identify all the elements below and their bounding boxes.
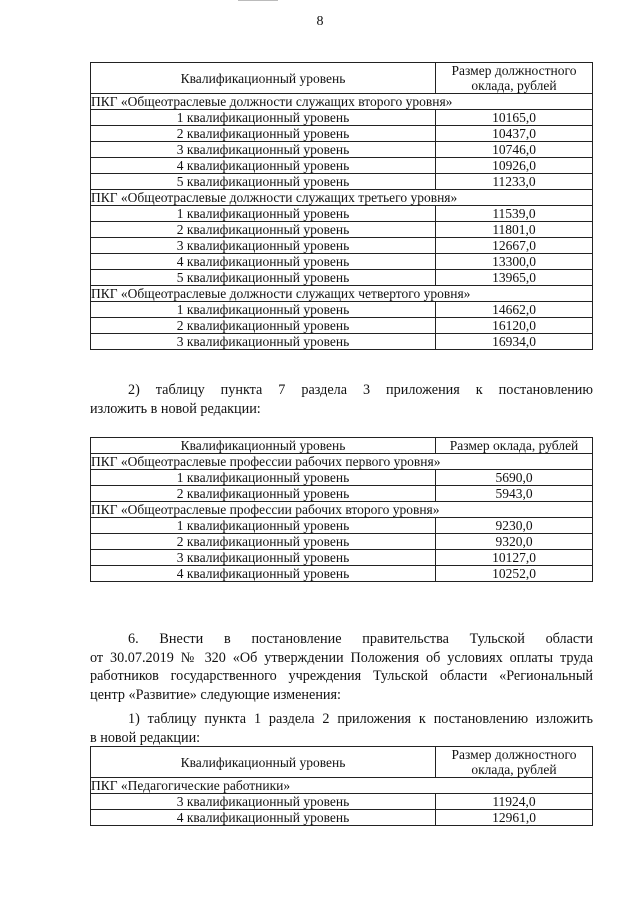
amount-cell: 10127,0 [436, 550, 593, 566]
column-header-level: Квалификационный уровень [91, 63, 436, 94]
amount-cell: 10165,0 [436, 110, 593, 126]
level-cell: 4 квалификационный уровень [91, 810, 436, 826]
level-cell: 2 квалификационный уровень [91, 534, 436, 550]
table-row [91, 566, 593, 582]
group-row [91, 454, 593, 470]
amount-cell: 13300,0 [436, 254, 593, 270]
salary-table-2 [90, 437, 593, 582]
group-row [91, 778, 593, 794]
level-cell: 1 квалификационный уровень [91, 518, 436, 534]
amount-cell: 9320,0 [436, 534, 593, 550]
paragraph-line: центр «Развитие» следующие изменения: [90, 686, 341, 703]
level-cell: 5 квалификационный уровень [91, 270, 436, 286]
table-row [91, 174, 593, 190]
group-name: ПКГ «Педагогические работники» [91, 778, 593, 794]
table-row [91, 794, 593, 810]
group-row [91, 94, 593, 110]
amount-cell: 10252,0 [436, 566, 593, 582]
table-row [91, 110, 593, 126]
paragraph-line: 6. Внести в постановление правительства Тульской области [128, 631, 593, 647]
level-cell: 1 квалификационный уровень [91, 470, 436, 486]
table-header-row [91, 747, 593, 778]
group-name: ПКГ «Общеотраслевые должности служащих второго уровня» [91, 94, 593, 110]
amount-cell: 11233,0 [436, 174, 593, 190]
table-row [91, 206, 593, 222]
amount-cell: 11924,0 [436, 794, 593, 810]
column-header-level: Квалификационный уровень [91, 438, 436, 454]
group-row [91, 502, 593, 518]
table-row [91, 302, 593, 318]
amount-cell: 9230,0 [436, 518, 593, 534]
paragraph-line: от 30.07.2019 № 320 «Об утверждении Положения об условиях оплаты труда [90, 649, 593, 666]
level-cell: 2 квалификационный уровень [91, 222, 436, 238]
amount-cell: 10437,0 [436, 126, 593, 142]
table-row [91, 318, 593, 334]
paragraph-line: работников государственного учреждения Тульской области «Региональный [90, 668, 593, 684]
table-row [91, 238, 593, 254]
paragraph-line: изложить в новой редакции: [90, 400, 261, 417]
paragraph-line: в новой редакции: [90, 729, 201, 746]
amount-cell: 11801,0 [436, 222, 593, 238]
level-cell: 2 квалификационный уровень [91, 486, 436, 502]
salary-table-1 [90, 62, 593, 350]
column-header-level: Квалификационный уровень [91, 747, 436, 778]
table-row [91, 550, 593, 566]
level-cell: 3 квалификационный уровень [91, 334, 436, 350]
table-row [91, 126, 593, 142]
level-cell: 5 квалификационный уровень [91, 174, 436, 190]
amount-cell: 14662,0 [436, 302, 593, 318]
level-cell: 4 квалификационный уровень [91, 158, 436, 174]
column-header-salary: Размер оклада, рублей [436, 438, 593, 454]
level-cell: 1 квалификационный уровень [91, 302, 436, 318]
page-number: 8 [316, 14, 324, 29]
table-row [91, 270, 593, 286]
group-name: ПКГ «Общеотраслевые должности служащих третьего уровня» [91, 190, 593, 206]
table-row [91, 518, 593, 534]
column-header-salary: Размер должностного оклада, рублей [436, 63, 593, 94]
paragraph-subitem-1 [90, 710, 593, 747]
amount-cell: 12667,0 [436, 238, 593, 254]
table-row [91, 142, 593, 158]
column-header-salary: Размер должностного оклада, рублей [436, 747, 593, 778]
paragraph-item-2 [90, 381, 593, 418]
group-row [91, 286, 593, 302]
table-row [91, 486, 593, 502]
amount-cell: 16934,0 [436, 334, 593, 350]
level-cell: 4 квалификационный уровень [91, 254, 436, 270]
level-cell: 3 квалификационный уровень [91, 238, 436, 254]
level-cell: 3 квалификационный уровень [91, 550, 436, 566]
table-header-row [91, 63, 593, 94]
group-name: ПКГ «Общеотраслевые профессии рабочих первого уровня» [91, 454, 593, 470]
amount-cell: 16120,0 [436, 318, 593, 334]
table-row [91, 158, 593, 174]
level-cell: 2 квалификационный уровень [91, 126, 436, 142]
group-name: ПКГ «Общеотраслевые должности служащих четвертого уровня» [91, 286, 593, 302]
level-cell: 3 квалификационный уровень [91, 142, 436, 158]
level-cell: 4 квалификационный уровень [91, 566, 436, 582]
amount-cell: 5943,0 [436, 486, 593, 502]
paragraph-line: 2) таблицу пункта 7 раздела 3 приложения к постановлению [128, 382, 593, 398]
level-cell: 3 квалификационный уровень [91, 794, 436, 810]
table-row [91, 254, 593, 270]
amount-cell: 10926,0 [436, 158, 593, 174]
amount-cell: 10746,0 [436, 142, 593, 158]
salary-table-3 [90, 746, 593, 826]
table-header-row [91, 438, 593, 454]
amount-cell: 12961,0 [436, 810, 593, 826]
paragraph-line: 1) таблицу пункта 1 раздела 2 приложения к постановлению изложить [128, 711, 593, 727]
top-edge-mark [238, 0, 278, 1]
group-row [91, 190, 593, 206]
table-row [91, 334, 593, 350]
level-cell: 1 квалификационный уровень [91, 110, 436, 126]
table-row [91, 810, 593, 826]
group-name: ПКГ «Общеотраслевые профессии рабочих второго уровня» [91, 502, 593, 518]
amount-cell: 5690,0 [436, 470, 593, 486]
level-cell: 2 квалификационный уровень [91, 318, 436, 334]
amount-cell: 13965,0 [436, 270, 593, 286]
table-row [91, 470, 593, 486]
amount-cell: 11539,0 [436, 206, 593, 222]
paragraph-item-6 [90, 630, 593, 704]
level-cell: 1 квалификационный уровень [91, 206, 436, 222]
table-row [91, 222, 593, 238]
table-row [91, 534, 593, 550]
